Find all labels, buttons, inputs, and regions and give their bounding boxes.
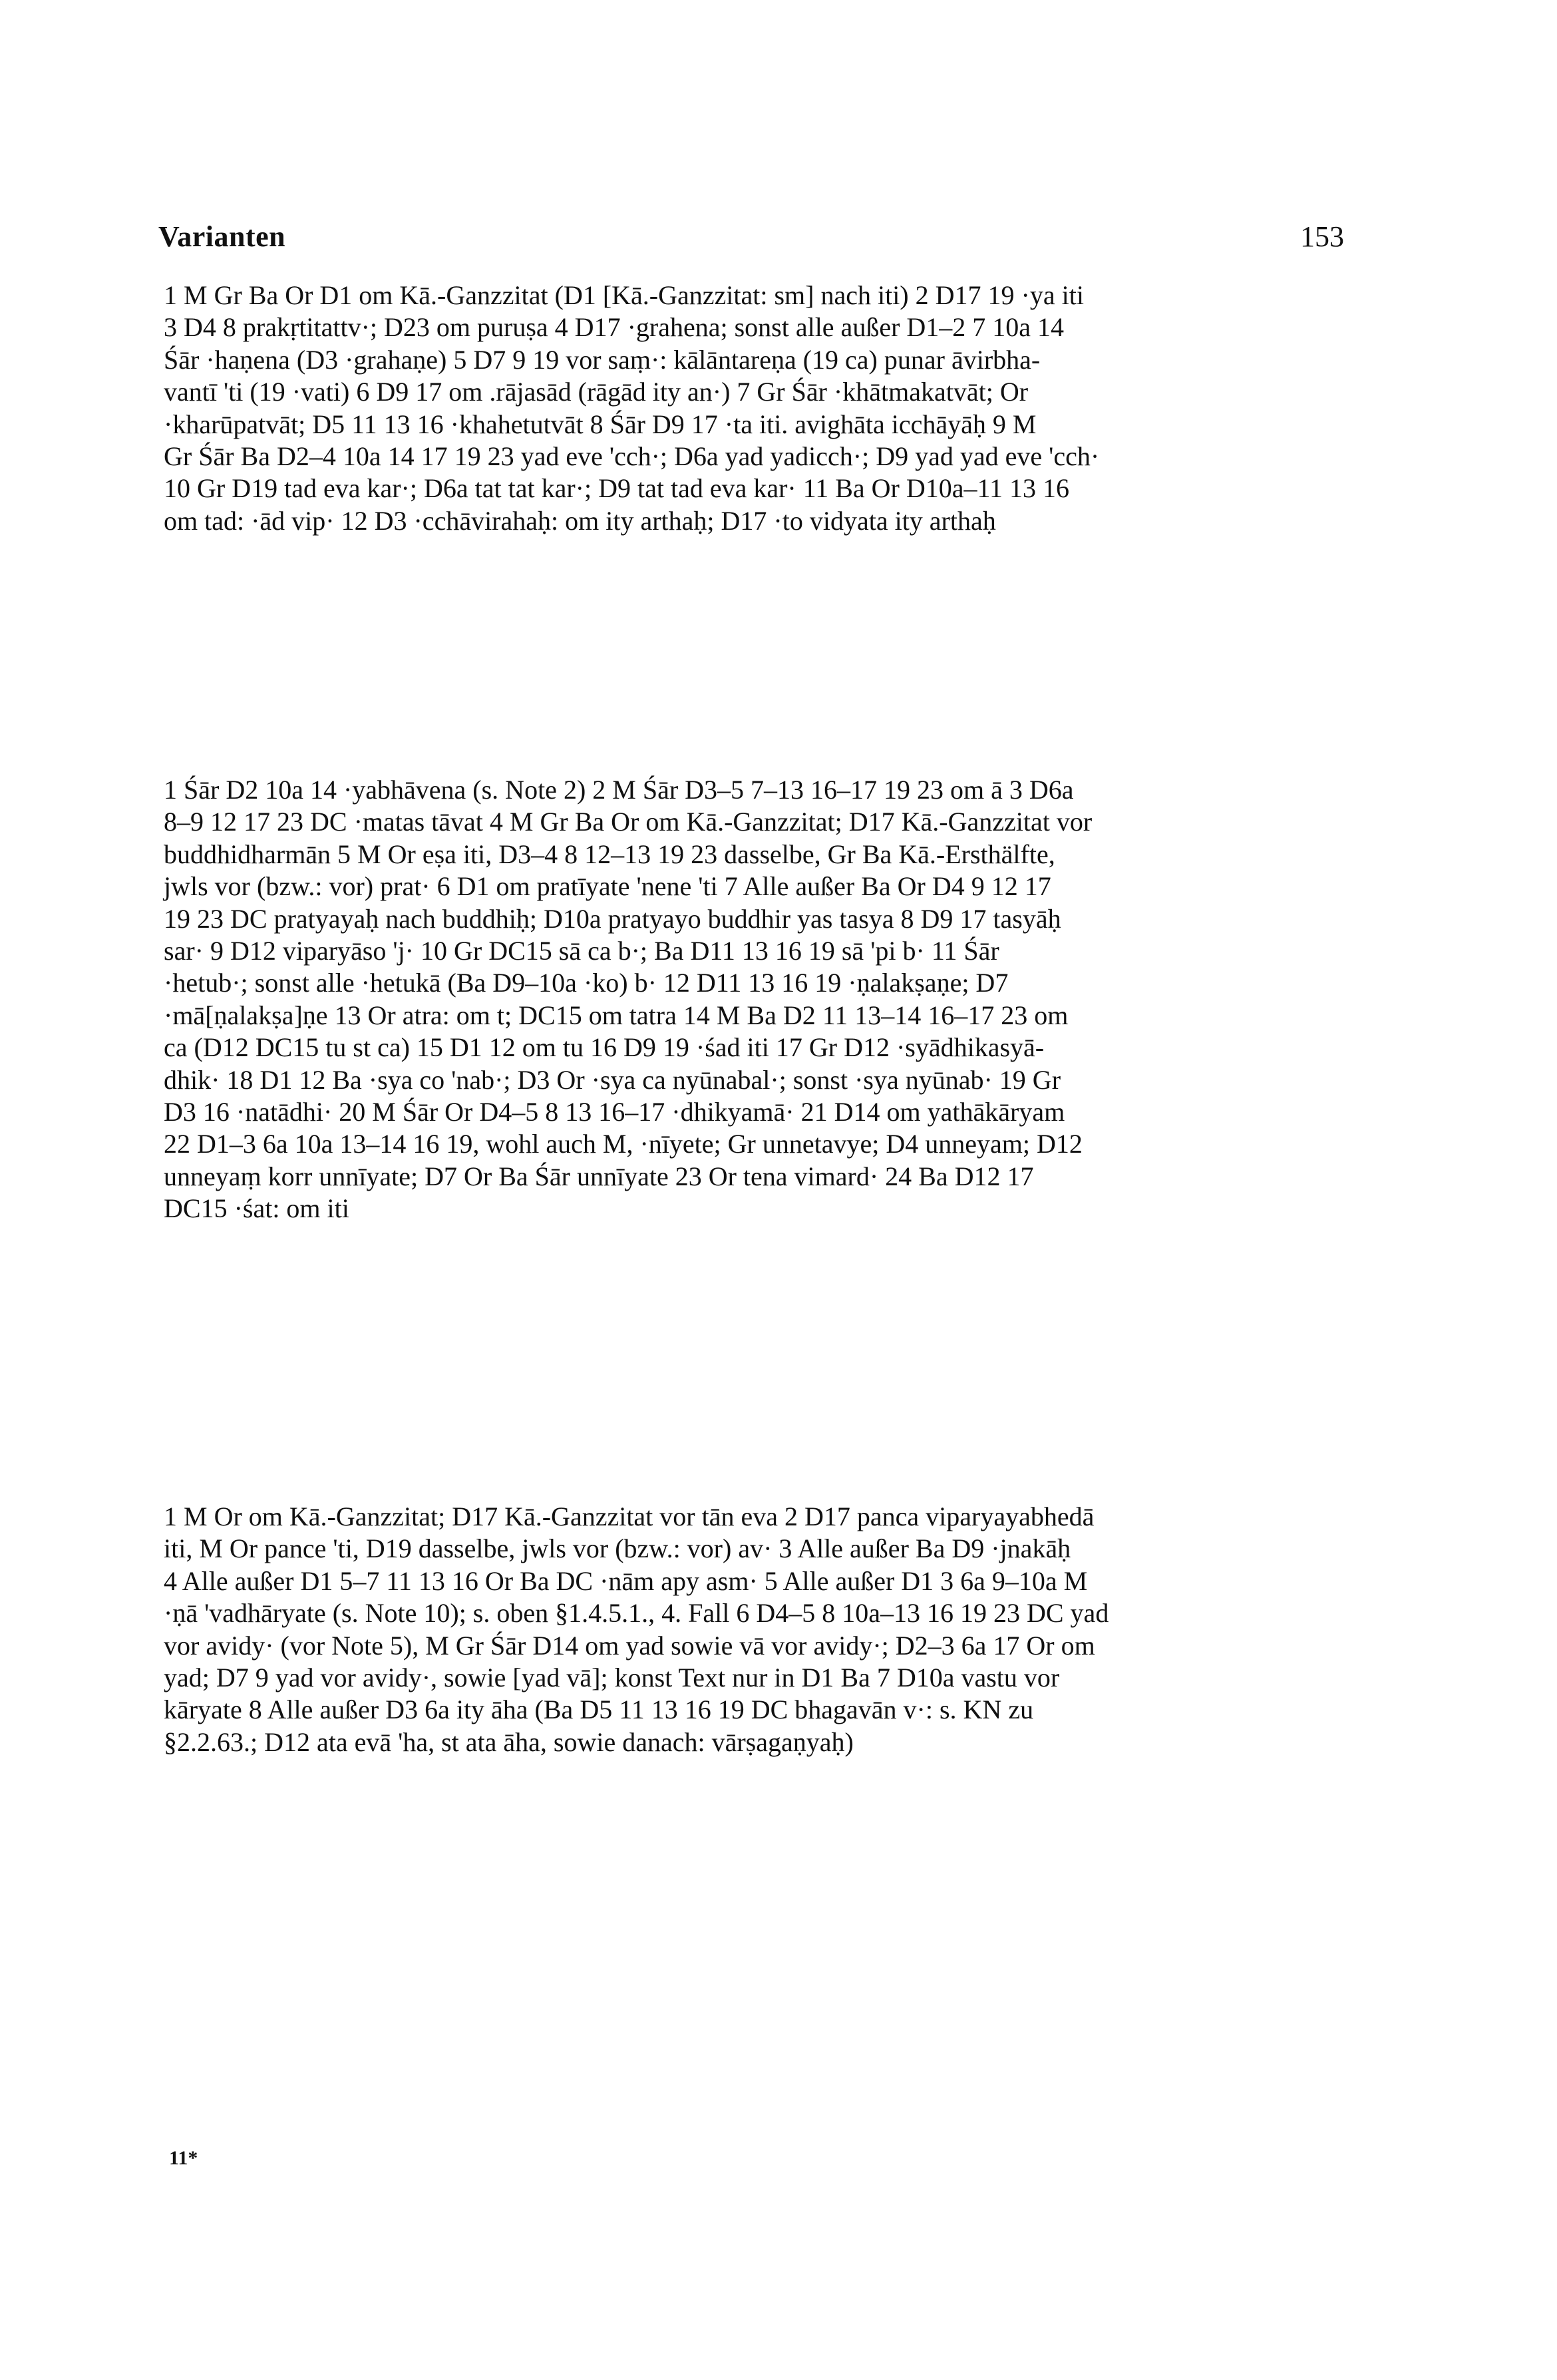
apparatus-line: 1 M Or om Kā.-Ganzzitat; D17 Kā.-Ganzzitat vor tān eva 2 D17 panca viparyayabhedā: [164, 1501, 1095, 1531]
apparatus-line: 10 Gr D19 tad eva kar·; D6a tat tat kar·; D9 tat tad eva kar· 11 Ba Or D10a–11 13 16: [164, 473, 1070, 504]
apparatus-line: vor avidy· (vor Note 5), M Gr Śār D14 om yad sowie vā vor avidy·; D2–3 6a 17 Or om: [164, 1630, 1095, 1661]
apparatus-line: kāryate 8 Alle außer D3 6a ity āha (Ba D5 11 13 16 19 DC bhagavān v·: s. KN zu: [164, 1694, 1034, 1725]
running-title: Varianten: [158, 220, 286, 253]
apparatus-line: Gr Śār Ba D2–4 10a 14 17 19 23 yad eve 'cch·; D6a yad yadicch·; D9 yad yad eve 'cch·: [164, 441, 1100, 472]
variant-block-2: [164, 774, 1344, 1225]
apparatus-line: sar· 9 D12 viparyāso 'j· 10 Gr DC15 sā ca b·; Ba D11 13 16 19 sā 'pi b· 11 Śār: [164, 936, 999, 966]
apparatus-line: ca (D12 DC15 tu st ca) 15 D1 12 om tu 16 D9 19 ·śad iti 17 Gr D12 ·syādhikasyā-: [164, 1032, 1045, 1063]
apparatus-line: 19 23 DC pratyayaḥ nach buddhiḥ; D10a pratyayo buddhir yas tasya 8 D9 17 tasyāḥ: [164, 903, 1061, 934]
apparatus-line: 1 Śār D2 10a 14 ·yabhāvena (s. Note 2) 2 M Śār D3–5 7–13 16–17 19 23 om ā 3 D6a: [164, 775, 1074, 805]
apparatus-line: unneyaṃ korr unnīyate; D7 Or Ba Śār unnīyate 23 Or tena vimard· 24 Ba D12 17: [164, 1161, 1034, 1191]
apparatus-line: 8–9 12 17 23 DC ·matas tāvat 4 M Gr Ba Or om Kā.-Ganzzitat; D17 Kā.-Ganzzitat vor: [164, 807, 1093, 837]
page-number: 153: [1300, 220, 1344, 253]
apparatus-line: ·ṇā 'vadhāryate (s. Note 10); s. oben §1.4.5.1., 4. Fall 6 D4–5 8 10a–13 16 19 23 DC yad: [164, 1598, 1109, 1629]
apparatus-line: ·mā[ṇalakṣa]ṇe 13 Or atra: om t; DC15 om tatra 14 M Ba D2 11 13–14 16–17 23 om: [164, 1000, 1069, 1030]
apparatus-line: dhik· 18 D1 12 Ba ·sya co 'nab·; D3 Or ·sya ca nyūnabal·; sonst ·sya nyūnab· 19 Gr: [164, 1064, 1061, 1095]
apparatus-line: 3 D4 8 prakṛtitattv·; D23 om puruṣa 4 D17 ·grahena; sonst alle außer D1–2 7 10a 14: [164, 312, 1065, 343]
variant-block-1: [164, 280, 1344, 537]
apparatus-line: jwls vor (bzw.: vor) prat· 6 D1 om pratīyate 'nene 'ti 7 Alle außer Ba Or D4 9 12 17: [164, 871, 1051, 902]
apparatus-line: Śār ·haṇena (D3 ·grahaṇe) 5 D7 9 19 vor saṃ·: kālāntareṇa (19 ca) punar āvirbha-: [164, 344, 1041, 375]
apparatus-line: 1 M Gr Ba Or D1 om Kā.-Ganzzitat (D1 [Kā.-Ganzzitat: sm] nach iti) 2 D17 19 ·ya iti: [164, 280, 1084, 310]
sheet-signature: 11*: [169, 2147, 198, 2169]
apparatus-line: buddhidharmān 5 M Or eṣa iti, D3–4 8 12–13 19 23 dasselbe, Gr Ba Kā.-Ersthälfte,: [164, 839, 1055, 869]
apparatus-line: yad; D7 9 yad vor avidy·, sowie [yad vā]; konst Text nur in D1 Ba 7 D10a vastu vor: [164, 1663, 1060, 1693]
apparatus-line: ·kharūpatvāt; D5 11 13 16 ·khahetutvāt 8 Śār D9 17 ·ta iti. avighāta icchāyāḥ 9 M: [164, 409, 1037, 439]
apparatus-line: vantī 'ti (19 ·vati) 6 D9 17 om .rājasād (rāgād ity an·) 7 Gr Śār ·khātmakatvāt; Or: [164, 377, 1029, 407]
apparatus-line: om tad: ·ād vip· 12 D3 ·cchāvirahaḥ: om ity arthaḥ; D17 ·to vidyata ity arthaḥ: [164, 505, 996, 536]
apparatus-line: iti, M Or pance 'ti, D19 dasselbe, jwls vor (bzw.: vor) av· 3 Alle außer Ba D9 ·jnakāḥ: [164, 1533, 1071, 1564]
apparatus-line: D3 16 ·natādhi· 20 M Śār Or D4–5 8 13 16–17 ·dhikyamā· 21 D14 om yathākāryam: [164, 1097, 1065, 1127]
apparatus-line: 4 Alle außer D1 5–7 11 13 16 Or Ba DC ·nām apy asm· 5 Alle außer D1 3 6a 9–10a M: [164, 1565, 1088, 1596]
apparatus-line: ·hetub·; sonst alle ·hetukā (Ba D9–10a ·ko) b· 12 D11 13 16 19 ·ṇalakṣaṇe; D7: [164, 968, 1009, 998]
variant-block-3: [164, 1501, 1344, 1758]
apparatus-line: DC15 ·śat: om iti: [164, 1193, 349, 1224]
page-header: [158, 220, 1344, 260]
apparatus-line: §2.2.63.; D12 ata evā 'ha, st ata āha, sowie danach: vārṣagaṇyaḥ): [164, 1726, 854, 1757]
apparatus-line: 22 D1–3 6a 10a 13–14 16 19, wohl auch M, ·nīyete; Gr unnetavye; D4 unneyam; D12: [164, 1129, 1083, 1159]
